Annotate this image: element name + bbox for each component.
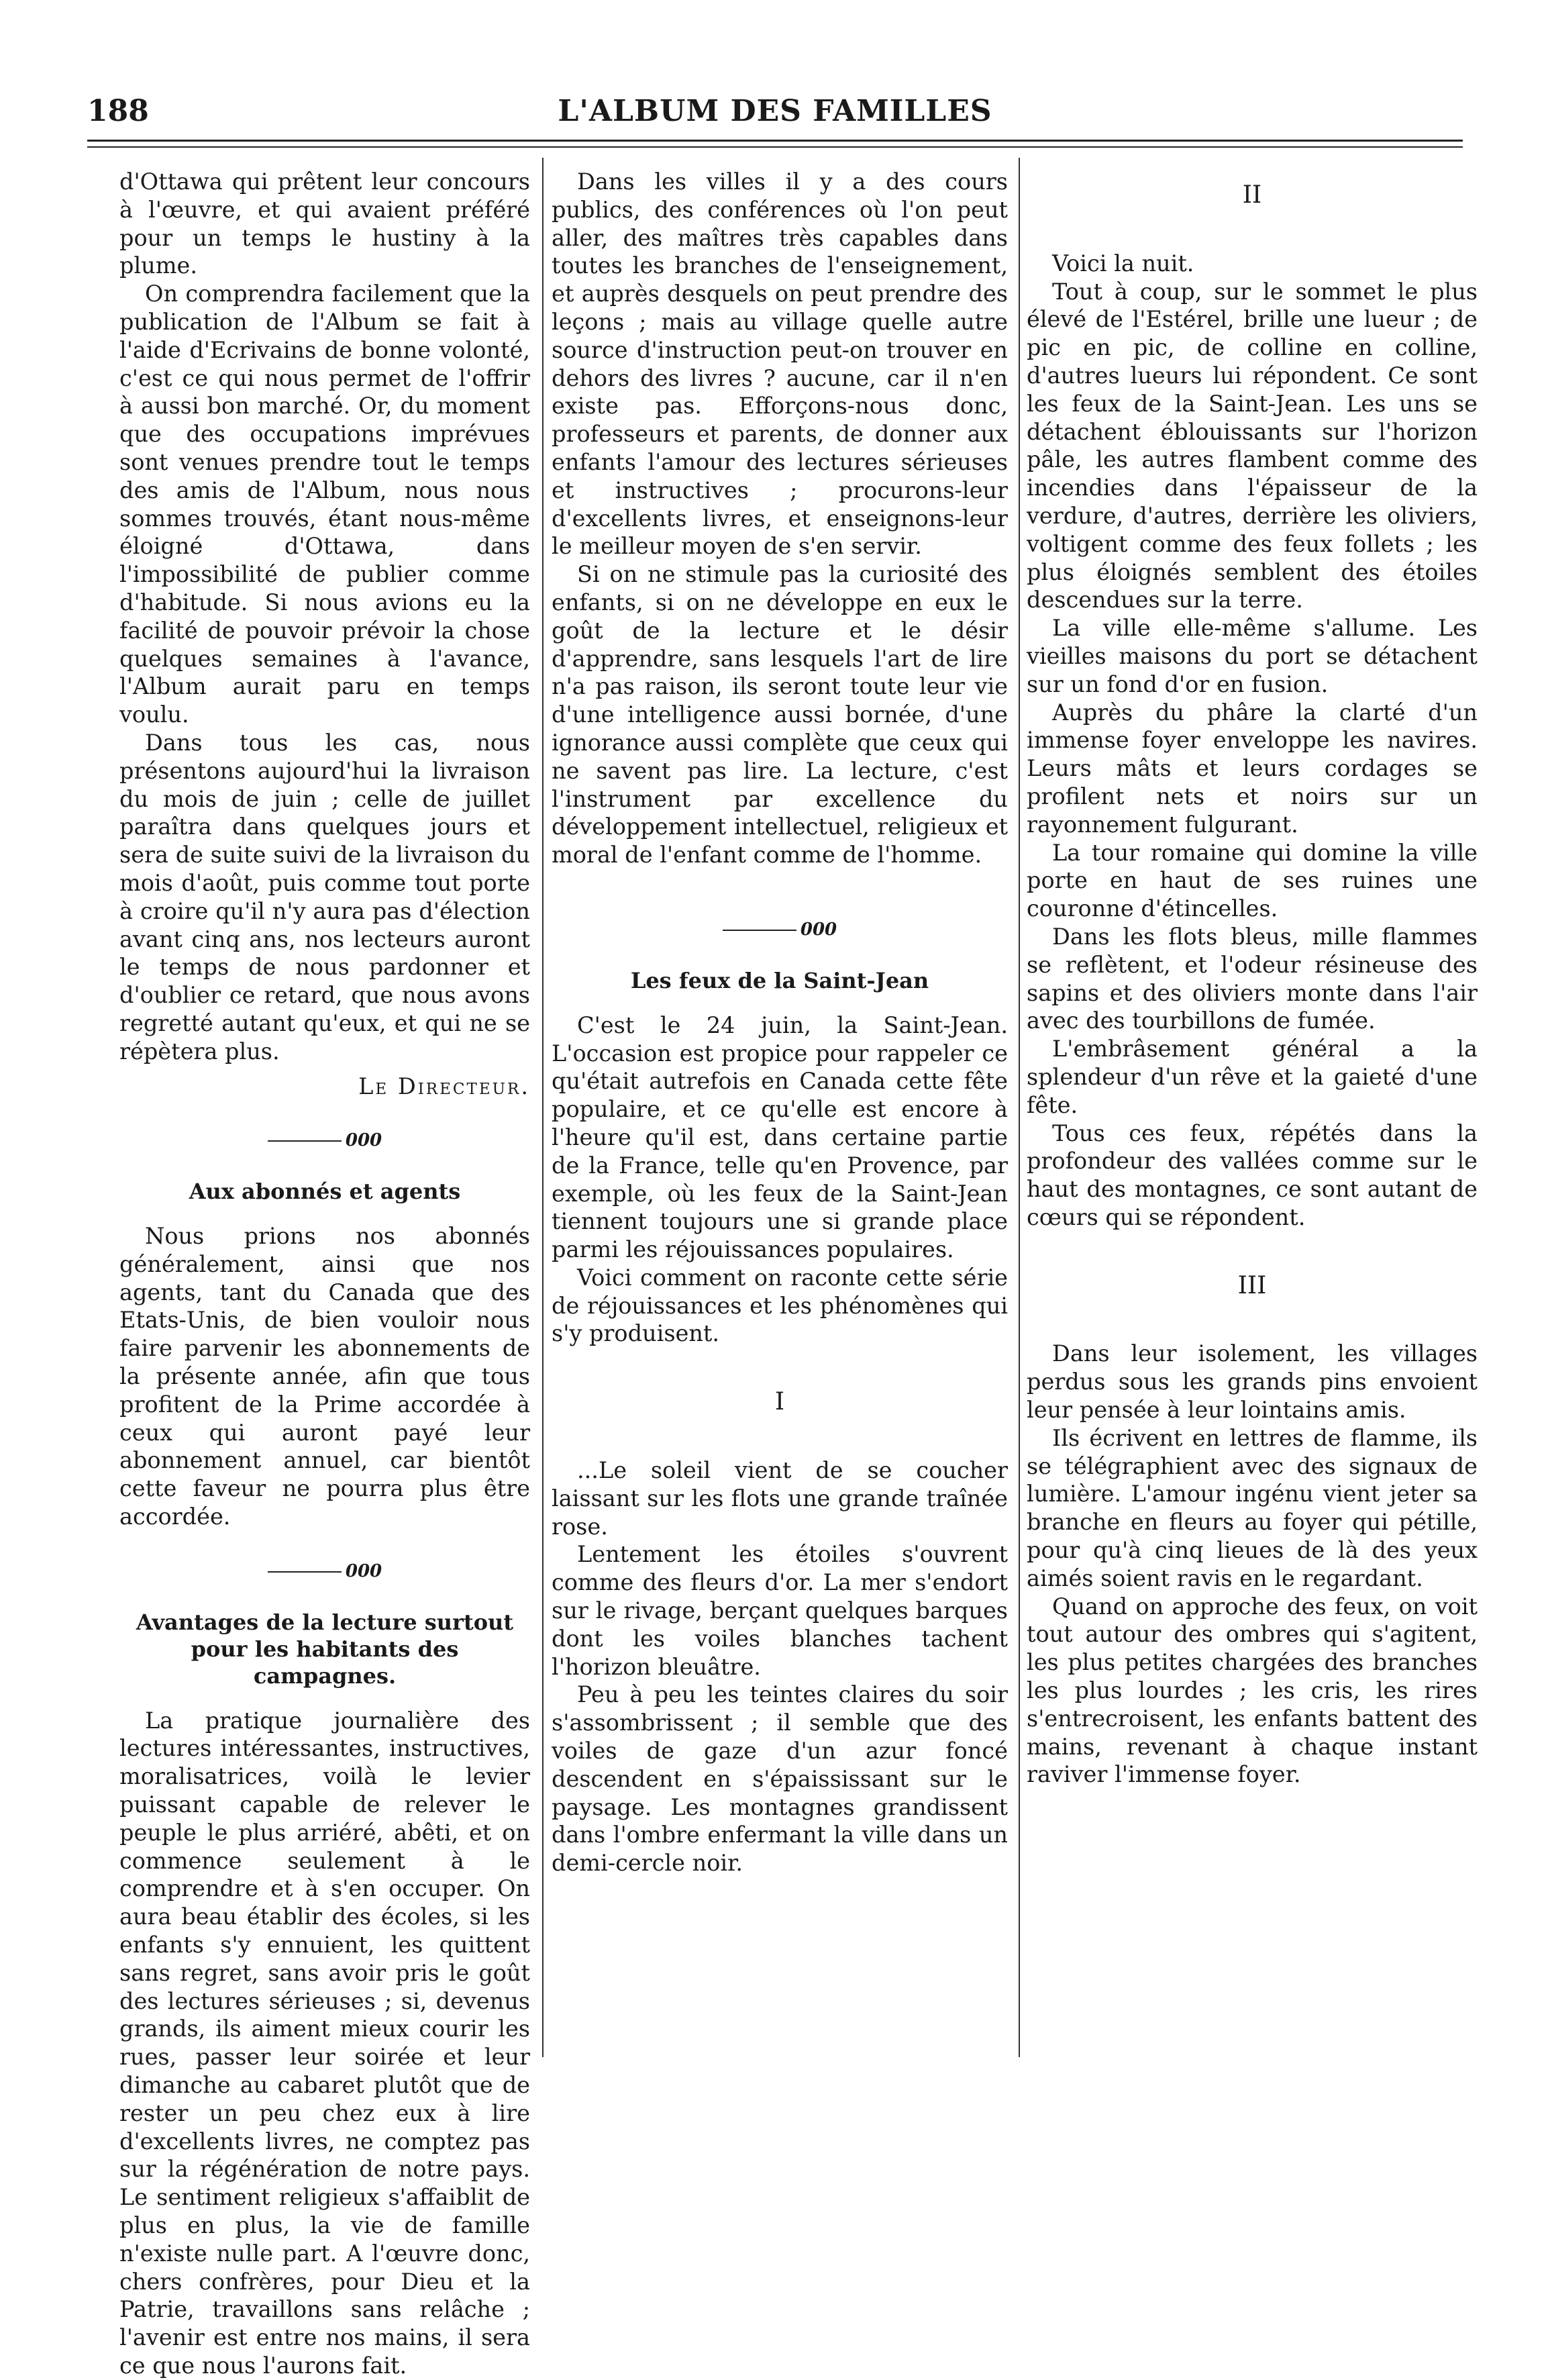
section-heading: Aux abonnés et agents bbox=[189, 1179, 461, 1205]
separator-line bbox=[723, 930, 796, 931]
paragraph: Nous prions nos abonnés généralement, ainsi que nos agents, tant du Canada que des Etats-Unis, de bien vouloir nous faire parvenir les abonnements de la présente année, afin que tous profitent de la Prime accordée à ceux qui auront payé leur abonnement annuel, car bientôt cette faveur ne pourra plus être accordée. bbox=[119, 1223, 530, 1530]
header-rule-thin bbox=[87, 146, 1463, 148]
section-heading: Avantages de la lecture surtout pour les habitants des campagnes. bbox=[136, 1609, 514, 1689]
paragraph: Tout à coup, sur le sommet le plus élevé de l'Estérel, brille une lueur ; de pic en pic, de colline en colline, d'autres lueurs lui répondent. Ce sont les feux de la Saint-Jean. Les uns se détachent éblouissants sur l'horizon pâle, les autres flambent comme des incendies dans l'épaisseur de la verdure, d'autres, derrière les oliviers, voltigent comme des feux follets ; les plus éloignés semblent des étoiles descendues sur la terre. bbox=[1027, 278, 1478, 613]
paragraph: Dans tous les cas, nous présentons aujourd'hui la livraison du mois de juin ; celle de juillet paraîtra dans quelques jours et sera de suite suivi de la livraison du mois d'août, puis comme tout porte à croire qu'il n'y aura pas d'élection avant cinq ans, nos lecteurs auront le temps de nous pardonner et d'oublier ce retard, que nous avons regretté autant qu'eux, et qui ne se répètera plus. bbox=[119, 729, 530, 1064]
paragraph: On comprendra facilement que la publication de l'Album se fait à l'aide d'Ecrivains de bonne volonté, c'est ce qui nous permet de l'offrir à aussi bon marché. Or, du moment que des occupations imprévues sont venues prendre tout le temps des amis de l'Album, nous nous sommes trouvés, étant nous-même éloigné d'Ottawa, dans l'impossibilité de publier comme d'habitude. Si nous avions eu la facilité de pouvoir prévoir la chose quelques semaines à l'avance, l'Album aurait paru en temps voulu. bbox=[119, 281, 530, 728]
paragraph: L'embrâsement général a la splendeur d'un rêve et la gaieté d'une fête. bbox=[1027, 1036, 1478, 1118]
paragraph: Peu à peu les teintes claires du soir s'assombrissent ; il semble que des voiles de gaze d'un azur foncé descendent en s'épaississant sur le paysage. Les montagnes grandissent dans l'ombre enfermant la ville dans un demi-cercle noir. bbox=[552, 1681, 1008, 1877]
paragraph: Tous ces feux, répétés dans la profondeur des vallées comme sur le haut des montagnes, ce sont autant de cœurs qui se répondent. bbox=[1027, 1120, 1478, 1230]
section-separator bbox=[119, 1558, 530, 1586]
page-number: 188 bbox=[87, 94, 149, 128]
separator-line bbox=[268, 1140, 342, 1142]
paragraph: La pratique journalière des lectures intéressantes, instructives, moralisatrices, voilà le levier puissant capable de relever le peuple le plus arriéré, abêti, et on commence seulement à le comprendre et à s'en occuper. On aura beau établir des écoles, si les enfants s'y ennuient, les quittent sans regret, sans avoir pris le goût des lectures sérieuses ; si, devenus grands, ils aiment mieux courir les rues, passer leur soirée et leur dimanche au cabaret plutôt que de rester un peu chez eux à lire d'excellents livres, ne comptez pas sur la régénération de notre pays. Le sentiment religieux s'affaiblit de plus en plus, la vie de famille n'existe nulle part. A l'œuvre donc, chers confrères, pour Dieu et la Patrie, travaillons sans relâche ; l'avenir est entre nos mains, il sera ce que nous l'aurons fait. bbox=[119, 1707, 530, 2379]
column-2 bbox=[552, 168, 1008, 1877]
separator-mark: 000 bbox=[345, 1560, 382, 1581]
separator-mark: 000 bbox=[345, 1130, 382, 1151]
separator-mark: 000 bbox=[800, 919, 837, 940]
paragraph: Auprès du phâre la clarté d'un immense foyer enveloppe les navires. Leurs mâts et leurs cordages se profilent nets et noirs sur un rayonnement fulgurant. bbox=[1027, 699, 1478, 838]
section-number: I bbox=[774, 1388, 785, 1416]
paragraph: C'est le 24 juin, la Saint-Jean. L'occasion est propice pour rappeler ce qu'était autrefois en Canada cette fête populaire, et ce qu'elle est encore à l'heure qu'il est, dans certaine partie de la France, telle qu'en Provence, par exemple, où les feux de la Saint-Jean tiennent toujours une si grande place parmi les réjouissances populaires. bbox=[552, 1011, 1008, 1263]
paragraph: Ils écrivent en lettres de flamme, ils se télégraphient avec des signaux de lumière. L'amour ingénu vient jeter sa branche en fleurs au foyer qui pétille, pour qu'à cinq lieues de là des yeux aimés soient ravis en le regardant. bbox=[1027, 1424, 1478, 1591]
paragraph: La ville elle-même s'allume. Les vieilles maisons du port se détachent sur un fond d'or en fusion. bbox=[1027, 615, 1478, 697]
column-3 bbox=[1027, 168, 1478, 1789]
paragraph: Voici la nuit. bbox=[1052, 250, 1194, 277]
paragraph: Dans les villes il y a des cours publics, des conférences où l'on peut aller, des maîtres très capables dans toutes les branches de l'enseignement, et auprès desquels on peut prendre des leçons ; mais au village quelle autre source d'instruction peut-on trouver en dehors des livres ? aucune, car il n'en existe pas. Efforçons-nous donc, professeurs et parents, de donner aux enfants l'amour des lectures sérieuses et instructives ; procurons-leur d'excellents livres, et enseignons-leur le meilleur moyen de s'en servir. bbox=[552, 168, 1008, 560]
paragraph: d'Ottawa qui prêtent leur concours à l'œuvre, et qui avaient préféré pour un temps le hustiny à la plume. bbox=[119, 168, 530, 279]
section-separator bbox=[552, 916, 1008, 944]
paragraph: Dans leur isolement, les villages perdus sous les grands pins envoient leur pensée à leur lointains amis. bbox=[1027, 1340, 1478, 1424]
separator-line bbox=[268, 1571, 342, 1573]
column-divider bbox=[542, 158, 544, 2057]
header-rule bbox=[87, 140, 1463, 142]
page-header bbox=[87, 94, 1463, 134]
signature: Le Directeur. bbox=[358, 1073, 530, 1099]
paragraph: Quand on approche des feux, on voit tout autour des ombres qui s'agitent, les plus petites chargées des branches les plus lourdes ; les cris, les rires s'entrecroisent, les enfants battent des mains, revenant à chaque instant raviver l'immense foyer. bbox=[1027, 1593, 1478, 1788]
section-heading: Les feux de la Saint-Jean bbox=[630, 967, 929, 993]
paragraph: Lentement les étoiles s'ouvrent comme des fleurs d'or. La mer s'endort sur le rivage, berçant quelques barques dont les voiles blanches tachent l'horizon bleuâtre. bbox=[552, 1541, 1008, 1680]
paragraph: Si on ne stimule pas la curiosité des enfants, si on ne développe en eux le goût de la lecture et le désir d'apprendre, sans lesquels l'art de lire n'a pas raison, ils seront toute leur vie d'une intelligence aussi bornée, d'une ignorance aussi complète que ceux qui ne savent pas lire. La lecture, c'est l'instrument par excellence du développement intellectuel, religieux et moral de l'enfant comme de l'homme. bbox=[552, 561, 1008, 869]
paragraph: Voici comment on raconte cette série de réjouissances et les phénomènes qui s'y produisent. bbox=[552, 1264, 1008, 1347]
page-title: L'ALBUM DES FAMILLES bbox=[558, 94, 992, 128]
column-divider bbox=[1019, 158, 1020, 2057]
section-number: III bbox=[1237, 1271, 1267, 1299]
paragraph: Dans les flots bleus, mille flammes se reflètent, et l'odeur résineuse des sapins et des oliviers monte dans l'air avec des tourbillons de fumée. bbox=[1027, 923, 1478, 1034]
paragraph: La tour romaine qui domine la ville porte en haut de ses ruines une couronne d'étincelles. bbox=[1027, 839, 1478, 922]
section-separator bbox=[119, 1127, 530, 1155]
paragraph: ...Le soleil vient de se coucher laissant sur les flots une grande traînée rose. bbox=[552, 1457, 1008, 1540]
section-number: II bbox=[1242, 181, 1262, 209]
column-1 bbox=[119, 168, 530, 2380]
